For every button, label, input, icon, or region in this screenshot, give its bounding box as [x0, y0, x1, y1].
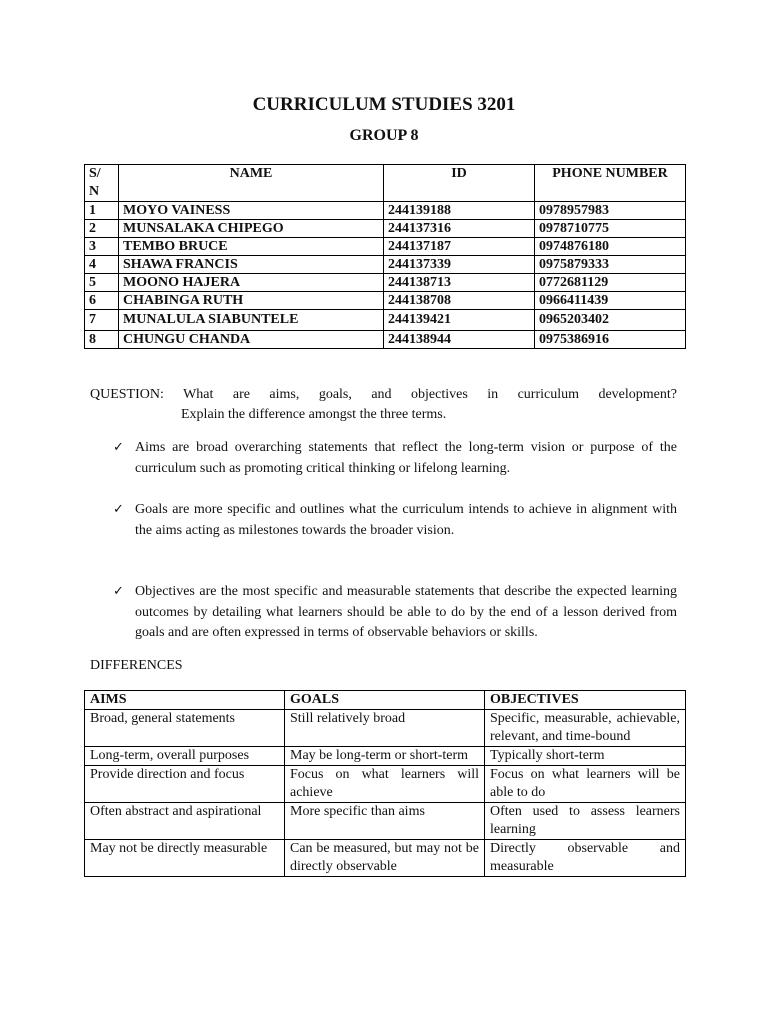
- table-row: [85, 747, 686, 766]
- cell-name: SHAWA FRANCIS: [119, 256, 384, 274]
- cell-phone: 0975386916: [535, 331, 686, 349]
- header-objectives: OBJECTIVES: [485, 691, 686, 710]
- cell-name: CHABINGA RUTH: [119, 292, 384, 310]
- question-line-2: Explain the difference amongst the three terms.: [181, 407, 447, 422]
- question-text: [90, 385, 677, 425]
- cell-aims: Long-term, overall purposes: [85, 747, 285, 766]
- table-row: [85, 310, 686, 331]
- cell-name: MUNALULA SIABUNTELE: [119, 310, 384, 331]
- answer-text: Aims are broad overarching statements that reflect the long-term vision or purpose of the curriculum such as promoting critical thinking or lifelong learning.: [135, 440, 677, 476]
- cell-name: MOYO VAINESS: [119, 202, 384, 220]
- cell-id: 244137316: [384, 220, 535, 238]
- cell-name: MUNSALAKA CHIPEGO: [119, 220, 384, 238]
- cell-sn: 3: [85, 238, 119, 256]
- cell-aims: Often abstract and aspirational: [85, 803, 285, 840]
- cell-goals: More specific than aims: [285, 803, 485, 840]
- cell-objectives: Often used to assess learners learning: [485, 803, 686, 840]
- cell-goals: May be long-term or short-term: [285, 747, 485, 766]
- cell-sn: 5: [85, 274, 119, 292]
- cell-id: 244138713: [384, 274, 535, 292]
- answer-objectives: [113, 582, 677, 644]
- table-row: [85, 840, 686, 877]
- cell-sn: 7: [85, 310, 119, 331]
- cell-phone: 0974876180: [535, 238, 686, 256]
- answer-aims: [113, 438, 677, 479]
- cell-aims: May not be directly measurable: [85, 840, 285, 877]
- header-id: ID: [384, 165, 535, 202]
- cell-objectives: Specific, measurable, achievable, relevant, and time-bound: [485, 710, 686, 747]
- cell-objectives: Typically short-term: [485, 747, 686, 766]
- question-line-1: QUESTION: What are aims, goals, and objectives in curriculum development?: [90, 387, 677, 402]
- cell-name: MOONO HAJERA: [119, 274, 384, 292]
- check-icon: ✓: [113, 584, 124, 599]
- table-row: [85, 292, 686, 310]
- cell-objectives: Focus on what learners will be able to do: [485, 766, 686, 803]
- cell-aims: Broad, general statements: [85, 710, 285, 747]
- header-aims: AIMS: [85, 691, 285, 710]
- header-phone: PHONE NUMBER: [535, 165, 686, 202]
- table-row: [85, 238, 686, 256]
- table-row: [85, 710, 686, 747]
- table-row: [85, 803, 686, 840]
- cell-objectives: Directly observable and measurable: [485, 840, 686, 877]
- table-row: [85, 220, 686, 238]
- cell-phone: 0966411439: [535, 292, 686, 310]
- differences-header-row: [85, 691, 686, 710]
- table-row: [85, 256, 686, 274]
- table-row: [85, 202, 686, 220]
- cell-id: 244137187: [384, 238, 535, 256]
- answer-text: Goals are more specific and outlines what the curriculum intends to achieve in alignment with the aims acting as milestones towards the broader vision.: [135, 502, 677, 538]
- cell-goals: Can be measured, but may not be directly observable: [285, 840, 485, 877]
- cell-sn: 4: [85, 256, 119, 274]
- check-icon: ✓: [113, 440, 124, 455]
- cell-id: 244138708: [384, 292, 535, 310]
- answer-goals: [113, 500, 677, 541]
- header-name: NAME: [119, 165, 384, 202]
- cell-name: CHUNGU CHANDA: [119, 331, 384, 349]
- cell-id: 244138944: [384, 331, 535, 349]
- table-row: [85, 331, 686, 349]
- cell-phone: 0965203402: [535, 310, 686, 331]
- cell-phone: 0975879333: [535, 256, 686, 274]
- cell-aims: Provide direction and focus: [85, 766, 285, 803]
- differences-table: [84, 690, 686, 877]
- cell-goals: Still relatively broad: [285, 710, 485, 747]
- members-table: [84, 164, 686, 349]
- cell-id: 244139188: [384, 202, 535, 220]
- table-row: [85, 274, 686, 292]
- members-header-row: [85, 165, 686, 202]
- document-title: CURRICULUM STUDIES 3201: [252, 94, 516, 115]
- cell-sn: 1: [85, 202, 119, 220]
- cell-id: 244139421: [384, 310, 535, 331]
- cell-sn: 8: [85, 331, 119, 349]
- cell-sn: 2: [85, 220, 119, 238]
- cell-phone: 0772681129: [535, 274, 686, 292]
- check-icon: ✓: [113, 502, 124, 517]
- cell-phone: 0978710775: [535, 220, 686, 238]
- header-goals: GOALS: [285, 691, 485, 710]
- cell-name: TEMBO BRUCE: [119, 238, 384, 256]
- cell-goals: Focus on what learners will achieve: [285, 766, 485, 803]
- header-sn: S/ N: [85, 165, 119, 202]
- differences-heading: DIFFERENCES: [90, 658, 183, 673]
- cell-sn: 6: [85, 292, 119, 310]
- cell-phone: 0978957983: [535, 202, 686, 220]
- document-subtitle: GROUP 8: [349, 127, 419, 144]
- cell-id: 244137339: [384, 256, 535, 274]
- answer-text: Objectives are the most specific and measurable statements that describe the expected learning outcomes by detailing what learners should be able to do by the end of a lesson derived from goals and are often expressed in terms of observable behaviors or skills.: [135, 584, 677, 640]
- table-row: [85, 766, 686, 803]
